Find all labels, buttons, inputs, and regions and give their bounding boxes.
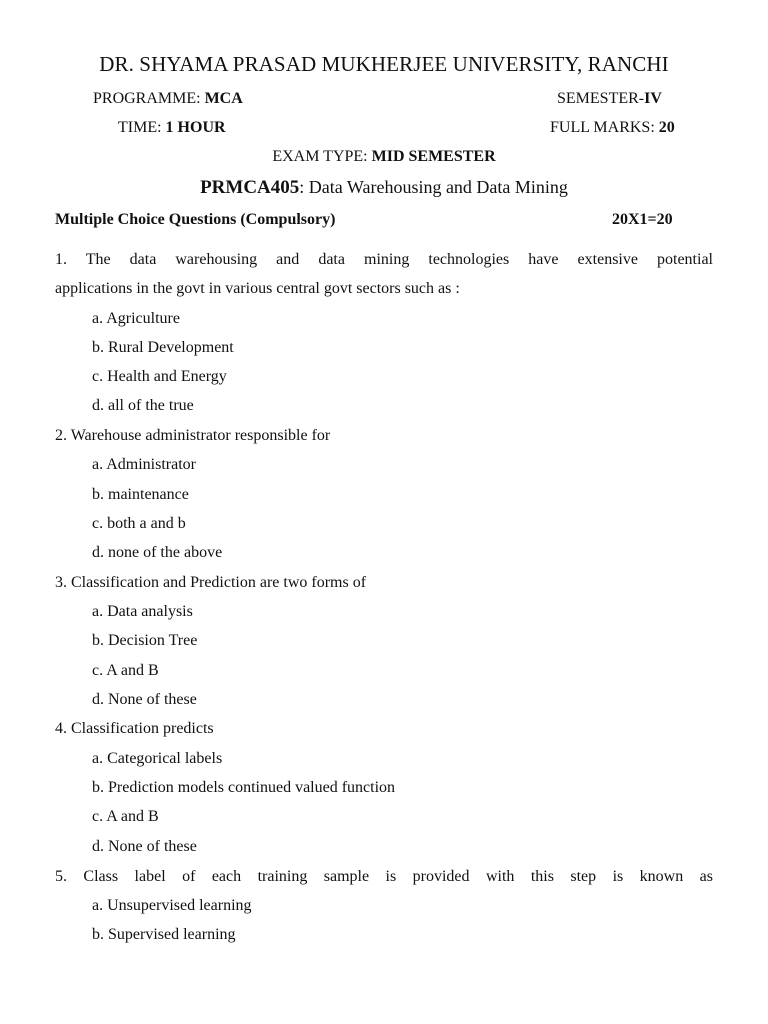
full-marks-line	[550, 119, 675, 137]
question-3-option-c: c. A and B	[92, 662, 159, 679]
question-5-option-a: a. Unsupervised learning	[92, 897, 252, 914]
question-1-option-c: c. Health and Energy	[92, 368, 227, 385]
full-marks-value: 20	[658, 119, 675, 136]
question-2-option-b: b. maintenance	[92, 486, 189, 503]
course-title: : Data Warehousing and Data Mining	[299, 177, 568, 197]
question-4-text: 4. Classification predicts	[55, 720, 214, 737]
question-2-option-a: a. Administrator	[92, 456, 196, 473]
question-4-option-c: c. A and B	[92, 808, 159, 825]
question-2-text: 2. Warehouse administrator responsible for	[55, 427, 331, 444]
semester-line	[557, 90, 662, 108]
question-1-option-d: d. all of the true	[92, 397, 194, 414]
university-title: DR. SHYAMA PRASAD MUKHERJEE UNIVERSITY, RANCHI	[99, 52, 669, 76]
question-4-option-a: a. Categorical labels	[92, 750, 223, 767]
section-title: Multiple Choice Questions (Compulsory)	[55, 211, 336, 228]
question-4-option-b: b. Prediction models continued valued function	[92, 779, 396, 796]
question-1-text-cont: applications in the govt in various central govt sectors such as :	[55, 280, 460, 297]
programme-line	[93, 90, 243, 108]
semester-value: IV	[644, 90, 662, 107]
question-2-option-c: c. both a and b	[92, 515, 186, 532]
course-code: PRMCA405	[200, 177, 300, 198]
question-3-option-d: d. None of these	[92, 691, 197, 708]
question-5-option-b: b. Supervised learning	[92, 926, 236, 943]
time-label: TIME:	[118, 119, 166, 136]
question-2-option-d: d. none of the above	[92, 544, 223, 561]
question-1-text: 1. The data warehousing and data mining technologies have extensive potential	[55, 251, 713, 268]
question-1-option-b: b. Rural Development	[92, 339, 234, 356]
full-marks-label: FULL MARKS:	[550, 119, 659, 136]
course-line	[0, 177, 768, 199]
semester-label: SEMESTER-	[557, 90, 645, 107]
question-1-option-a: a. Agriculture	[92, 310, 180, 327]
programme-value: MCA	[204, 90, 243, 107]
question-5-text: 5. Class label of each training sample is provided with this step is known as	[55, 868, 713, 885]
time-line	[118, 119, 226, 137]
programme-label: PROGRAMME:	[93, 90, 205, 107]
exam-type-label: EXAM TYPE:	[272, 148, 372, 165]
section-marks: 20X1=20	[612, 211, 673, 228]
question-3-text: 3. Classification and Prediction are two forms of	[55, 574, 367, 591]
exam-type-value: MID SEMESTER	[371, 148, 496, 165]
time-value: 1 HOUR	[165, 119, 226, 136]
exam-type-line	[0, 148, 768, 166]
question-3-option-b: b. Decision Tree	[92, 632, 198, 649]
question-4-option-d: d. None of these	[92, 838, 197, 855]
question-3-option-a: a. Data analysis	[92, 603, 193, 620]
